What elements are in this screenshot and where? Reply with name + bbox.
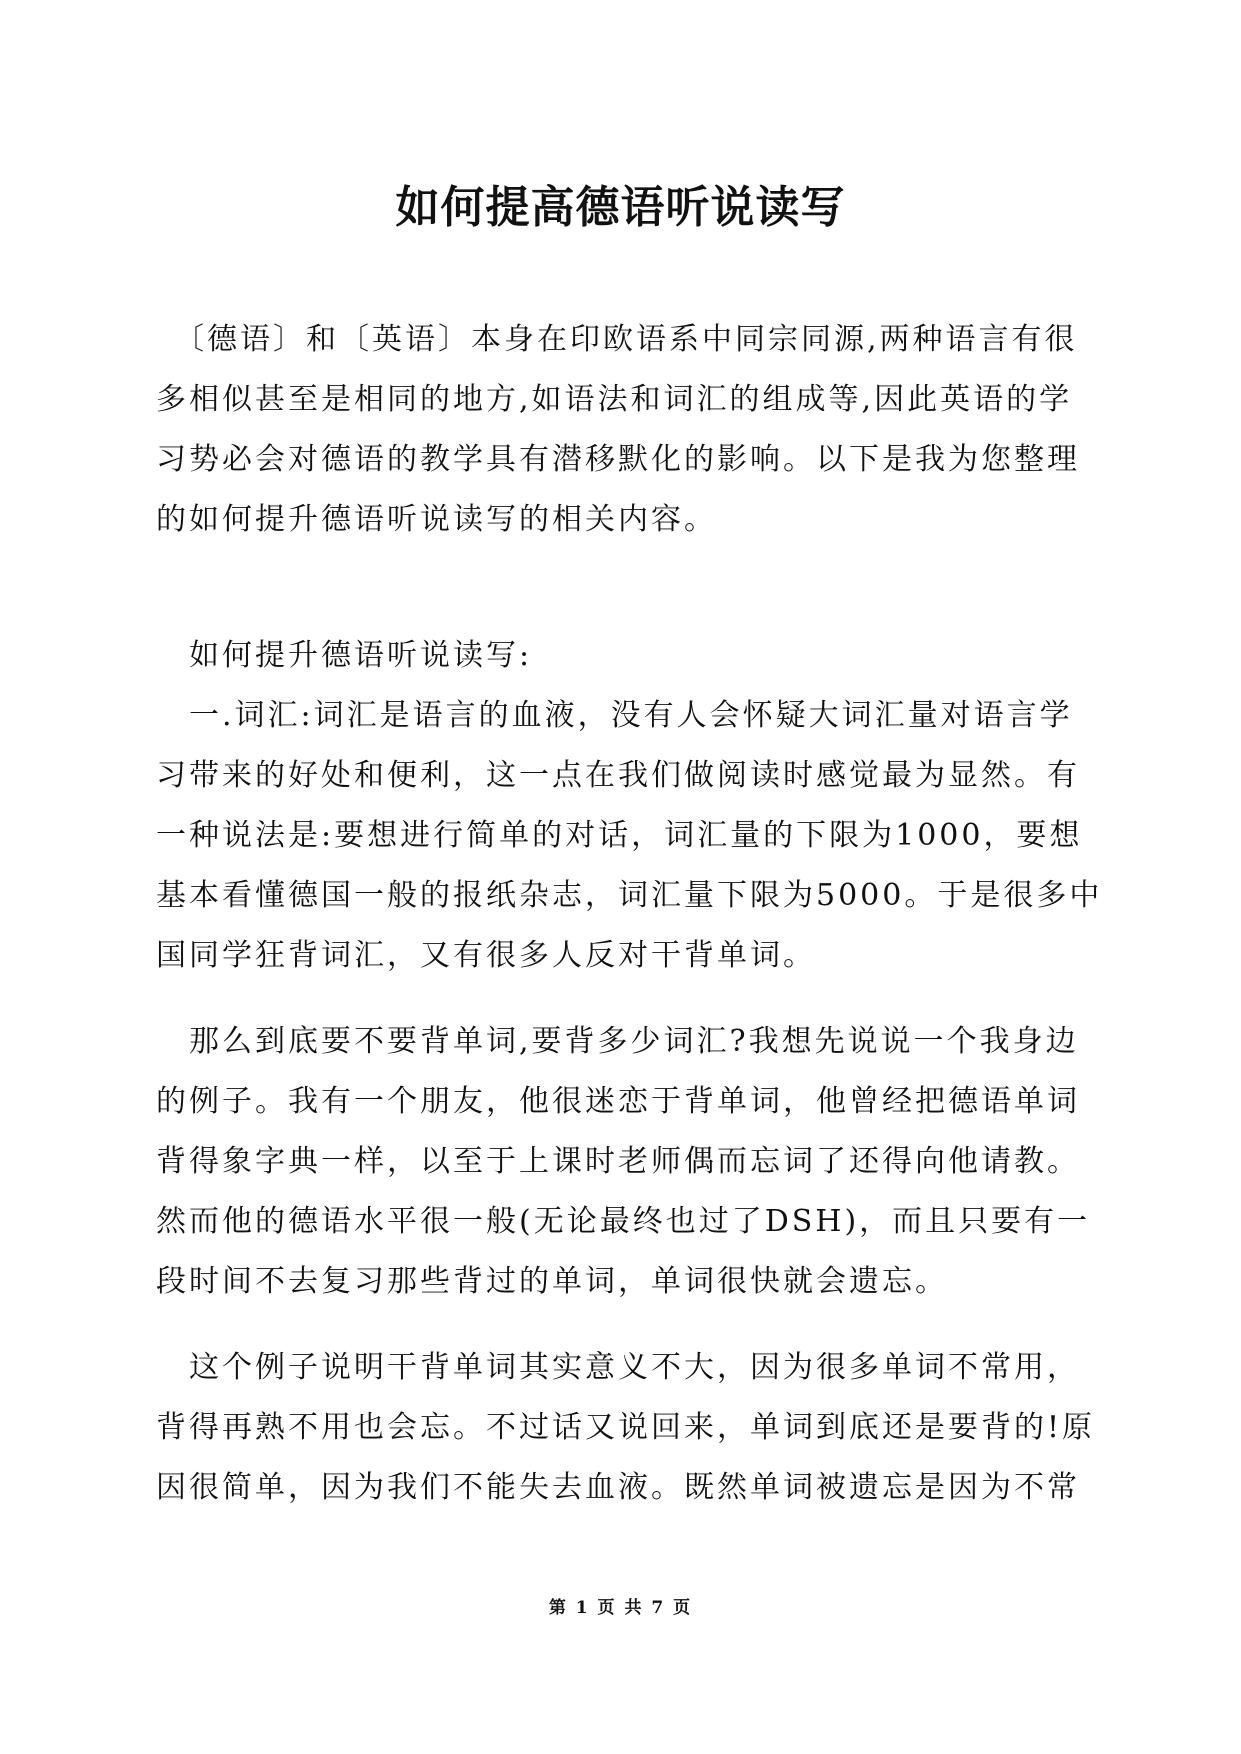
vocabulary-paragraph [156, 686, 1103, 986]
text-line: 习带来的好处和便利，这一点在我们做阅读时感觉最为显然。有 [156, 758, 1080, 793]
section-heading-paragraph [156, 626, 1084, 686]
text-line: 这个例子说明干背单词其实意义不大，因为很多单词不常用， [156, 1350, 1080, 1385]
text-line: 国同学狂背词汇，又有很多人反对干背单词。 [156, 938, 816, 973]
text-line: 基本看懂德国一般的报纸杂志，词汇量下限为5000。于是很多中 [156, 878, 1103, 913]
text-line: 然而他的德语水平很一般(无论最终也过了DSH)，而且只要有一 [156, 1204, 1091, 1239]
document-title: 如何提高德语听说读写 [395, 182, 846, 233]
text-line: 那么到底要不要背单词,要背多少词汇?我想先说说一个我身边 [156, 1024, 1079, 1059]
intro-paragraph [156, 310, 1084, 550]
text-line: 背得再熟不用也会忘。不过话又说回来，单词到底还是要背的!原 [156, 1410, 1096, 1445]
text-line: 〔德语〕和〔英语〕本身在印欧语系中同宗同源,两种语言有很 [156, 322, 1078, 357]
text-line: 一种说法是:要想进行简单的对话，词汇量的下限为1000，要想 [156, 818, 1083, 853]
text-line: 背得象字典一样，以至于上课时老师偶而忘词了还得向他请教。 [156, 1144, 1080, 1179]
text-line: 习势必会对德语的教学具有潜移默化的影响。以下是我为您整理 [156, 442, 1080, 477]
text-line: 因很简单，因为我们不能失去血液。既然单词被遗忘是因为不常 [156, 1470, 1080, 1505]
text-line: 一.词汇:词汇是语言的血液，没有人会怀疑大词汇量对语言学 [156, 698, 1073, 733]
text-line: 段时间不去复习那些背过的单词，单词很快就会遗忘。 [156, 1264, 948, 1299]
text-line: 的如何提升德语听说读写的相关内容。 [156, 502, 717, 537]
text-line: 的例子。我有一个朋友，他很迷恋于背单词，他曾经把德语单词 [156, 1084, 1080, 1119]
example-paragraph [156, 1012, 1091, 1312]
page-number-footer: 第 1 页 共 7 页 [548, 1598, 693, 1618]
advice-paragraph [156, 1338, 1096, 1518]
text-line: 多相似甚至是相同的地方,如语法和词汇的组成等,因此英语的学 [156, 382, 1073, 417]
section-heading: 如何提升德语听说读写: [156, 638, 533, 673]
